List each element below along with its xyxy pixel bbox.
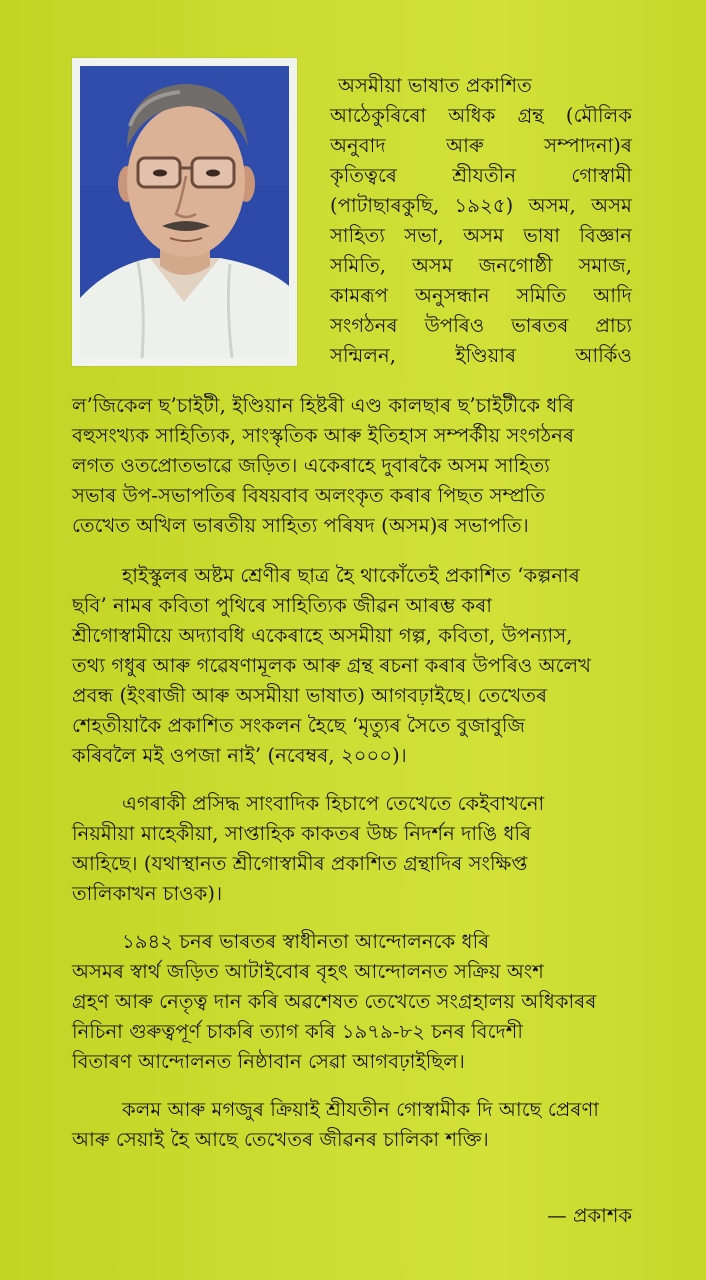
text-line: হাইস্কুলৰ অষ্টম শ্ৰেণীৰ ছাত্ৰ হৈ থাকোঁতেই প্ৰকাশিত ‘কল্পনাৰ [122, 564, 580, 587]
text-line: সভাৰ উপ-সভাপতিৰ বিষয়বাব অলংকৃত কৰাৰ পিছত সম্প্ৰতি [72, 484, 546, 507]
text-line: অসমৰ স্বাৰ্থ জড়িত আটাইবোৰ বৃহৎ আন্দোলনত সক্ৰিয় অংশ [72, 960, 544, 983]
text-line: এগৰাকী প্ৰসিদ্ধ সাংবাদিক হিচাপে তেখেতে কেইবাখনো [122, 792, 545, 815]
text-line: কলম আৰু মগজুৰ ক্ৰিয়াই শ্ৰীযতীন গোস্বামীক দি আছে প্ৰেৰণা [122, 1098, 600, 1121]
text-line: বিতাৰণ আন্দোলনত নিষ্ঠাবান সেৱা আগবঢ়াইছিল। [72, 1050, 465, 1073]
text-line: শেহতীয়াকৈ প্ৰকাশিত সংকলন হৈছে ‘মৃত্যুৰ সৈতে বুজাবুজি [72, 714, 525, 737]
text-line: ছবি’ নামৰ কবিতা পুথিৰে সাহিত্যিক জীৱন আৰম্ভ কৰা [72, 594, 493, 617]
text-line: সমিতি, অসম জনগোষ্ঠী সমাজ, [330, 254, 632, 277]
text-line: আহিছে। (যথাস্থানত শ্ৰীগোস্বামীৰ প্ৰকাশিত গ্ৰন্থাদিৰ সংক্ষিপ্ত [72, 852, 528, 875]
text-line: নিচিনা গুৰুত্বপূৰ্ণ চাকৰি ত্যাগ কৰি ১৯৭৯-৮২ চনৰ বিদেশী [72, 1020, 524, 1043]
text-line: গ্ৰহণ আৰু নেতৃত্ব দান কৰি অৱশেষত তেখেতে সংগ্ৰহালয় অধিকাৰৰ [72, 990, 597, 1013]
text-line: আঠেকুৰিৰো অধিক গ্ৰন্থ (মৌলিক [330, 104, 632, 127]
text-line: নিয়মীয়া মাহেকীয়া, সাপ্তাহিক কাকতৰ উচ্চ নিদৰ্শন দাঙি ধৰি [72, 822, 532, 845]
text-line: অসমীয়া ভাষাত প্ৰকাশিত [338, 74, 532, 97]
text-line: তেখেত অখিল ভাৰতীয় সাহিত্য পৰিষদ (অসম)ৰ সভাপতি। [72, 514, 529, 537]
text-line: তালিকাখন চাওক)। [72, 882, 223, 905]
text-line: কামৰূপ অনুসন্ধান সমিতি আদি [330, 284, 632, 307]
text-line: আৰু সেয়াই হৈ আছে তেখেতৰ জীৱনৰ চালিকা শক্তি। [72, 1128, 489, 1151]
text-line: ১৯৪২ চনৰ ভাৰতৰ স্বাধীনতা আন্দোলনকে ধৰি [122, 930, 490, 953]
author-photo [80, 66, 289, 358]
text-line: প্ৰবন্ধ (ইংৰাজী আৰু অসমীয়া ভাষাত) আগবঢ়াইছে। তেখেতৰ [72, 684, 548, 707]
text-line: কৃতিত্বৰে শ্ৰীযতীন গোস্বামী [330, 164, 632, 187]
text-line: সাহিত্য সভা, অসম ভাষা বিজ্ঞান [330, 224, 633, 247]
text-line: বহুসংখ্যক সাহিত্যিক, সাংস্কৃতিক আৰু ইতিহাস সম্পৰ্কীয় সংগঠনৰ [72, 424, 575, 447]
text-line: সন্মিলন, ইণ্ডিয়াৰ আৰ্কিও [330, 344, 632, 367]
text-line: (পাটাছাৰকুছি, ১৯২৫) অসম, অসম [330, 194, 632, 217]
text-line: শ্ৰীগোস্বামীয়ে অদ্যাবধি একেৰাহে অসমীয়া গল্প, কবিতা, উপন্যাস, [72, 624, 573, 647]
text-line: তথ্য গধুৰ আৰু গৱেষণামূলক আৰু গ্ৰন্থ ৰচনা কৰাৰ উপৰিও অলেখ [72, 654, 592, 677]
text-line: সংগঠনৰ উপৰিও ভাৰতৰ প্ৰাচ্য [330, 314, 633, 337]
text-line: অনুবাদ আৰু সম্পাদনা)ৰ [330, 134, 633, 157]
author-photo-frame [72, 58, 297, 366]
text-line: কৰিবলৈ মই ওপজা নাই’ (নবেম্বৰ, ২০০০)। [72, 744, 407, 767]
text-line: ল’জিকেল ছ’চাইটী, ইণ্ডিয়ান হিষ্টৰী এণ্ড কালছাৰ ছ’চাইটীকে ধৰি [72, 394, 575, 417]
text-line: লগত ওতপ্ৰোতভাৱে জড়িত। একেৰাহে দুবাৰকৈ অসম সাহিত্য [72, 454, 550, 477]
publisher-signature: — প্ৰকাশক [547, 1204, 632, 1227]
